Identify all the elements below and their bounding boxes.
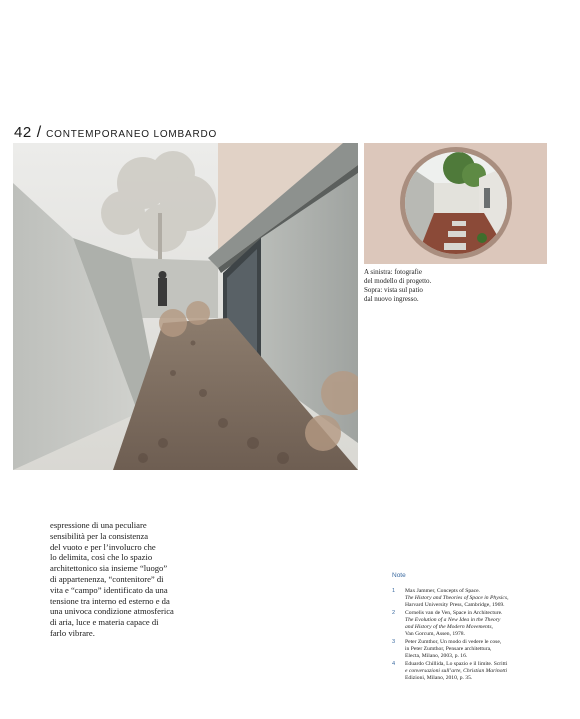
body-line: di aria, luce e materia capace di: [50, 617, 159, 628]
caption-line: del modello di progetto.: [364, 277, 432, 285]
note-item: [392, 610, 542, 638]
note-line: Van Gorcum, Assen, 1978.: [405, 631, 465, 637]
header-separator: /: [36, 124, 42, 141]
page-number: 42: [14, 124, 32, 141]
body-line: espressione di una peculiare: [50, 520, 147, 530]
body-line: del vuoto e per l’involucro che: [50, 541, 156, 552]
patio-photo-illustration: [364, 143, 547, 264]
note-number: 4: [392, 661, 396, 667]
note-line: The Evolution of a New Idea in the Theory: [405, 617, 501, 623]
body-line: sensibilità per la consistenza: [50, 530, 149, 541]
caption-line: dal nuovo ingresso.: [364, 295, 419, 303]
body-line: architettonico sia insieme “luogo”: [50, 563, 168, 574]
model-photo: [13, 143, 358, 470]
note-number: 3: [392, 639, 396, 645]
body-line: vita e “campo” identificato da una: [50, 584, 168, 595]
note-line: Harvard University Press, Cambridge, 1969.: [405, 602, 505, 608]
body-line: di appartenenza, “contenitore” di: [50, 573, 164, 584]
body-paragraph: [50, 520, 190, 639]
section-title: CONTEMPORANEO LOMBARDO: [46, 129, 218, 140]
notes-title: Note: [392, 572, 406, 579]
body-line: lo delimita, così che lo spazio: [50, 552, 153, 563]
caption-line: A sinistra: fotografie: [364, 268, 422, 276]
body-line: farlo vibrare.: [50, 627, 95, 638]
note-line: Electa, Milano, 2003, p. 16.: [405, 653, 468, 659]
note-line: Cornelis van de Ven, Space in Architecture.: [405, 610, 503, 616]
note-line: and History of the Modern Movements,: [405, 624, 493, 630]
note-line: Eduardo Chillida, Lo spazio e il limite. Scritti: [405, 661, 508, 667]
note-line: Max Jammer, Concepts of Space.: [405, 588, 480, 594]
caption-line: Sopra: vista sul patio: [364, 286, 423, 294]
patio-photo: [364, 143, 547, 264]
note-line: e conversazioni sull’arte, Christian Marinotti: [405, 668, 508, 674]
body-line: tensione tra interno ed esterno e da: [50, 595, 170, 606]
note-number: 2: [392, 610, 396, 616]
note-line: Edizioni, Milano, 2010, p. 35.: [405, 675, 473, 681]
note-item: [392, 639, 542, 660]
body-line: una univoca condizione atmosferica: [50, 606, 174, 617]
note-item: [392, 661, 542, 682]
note-item: [392, 588, 542, 609]
note-line: The History and Theories of Space in Physics,: [405, 595, 509, 601]
photo-caption: [364, 268, 474, 304]
note-number: 1: [392, 588, 396, 594]
note-line: Peter Zumthor, Un modo di vedere le cose,: [405, 639, 502, 645]
running-header: [14, 124, 217, 142]
note-line: in Peter Zumthor, Pensare architettura,: [405, 646, 492, 652]
model-photo-illustration: [13, 143, 358, 470]
notes-section: [392, 572, 542, 683]
